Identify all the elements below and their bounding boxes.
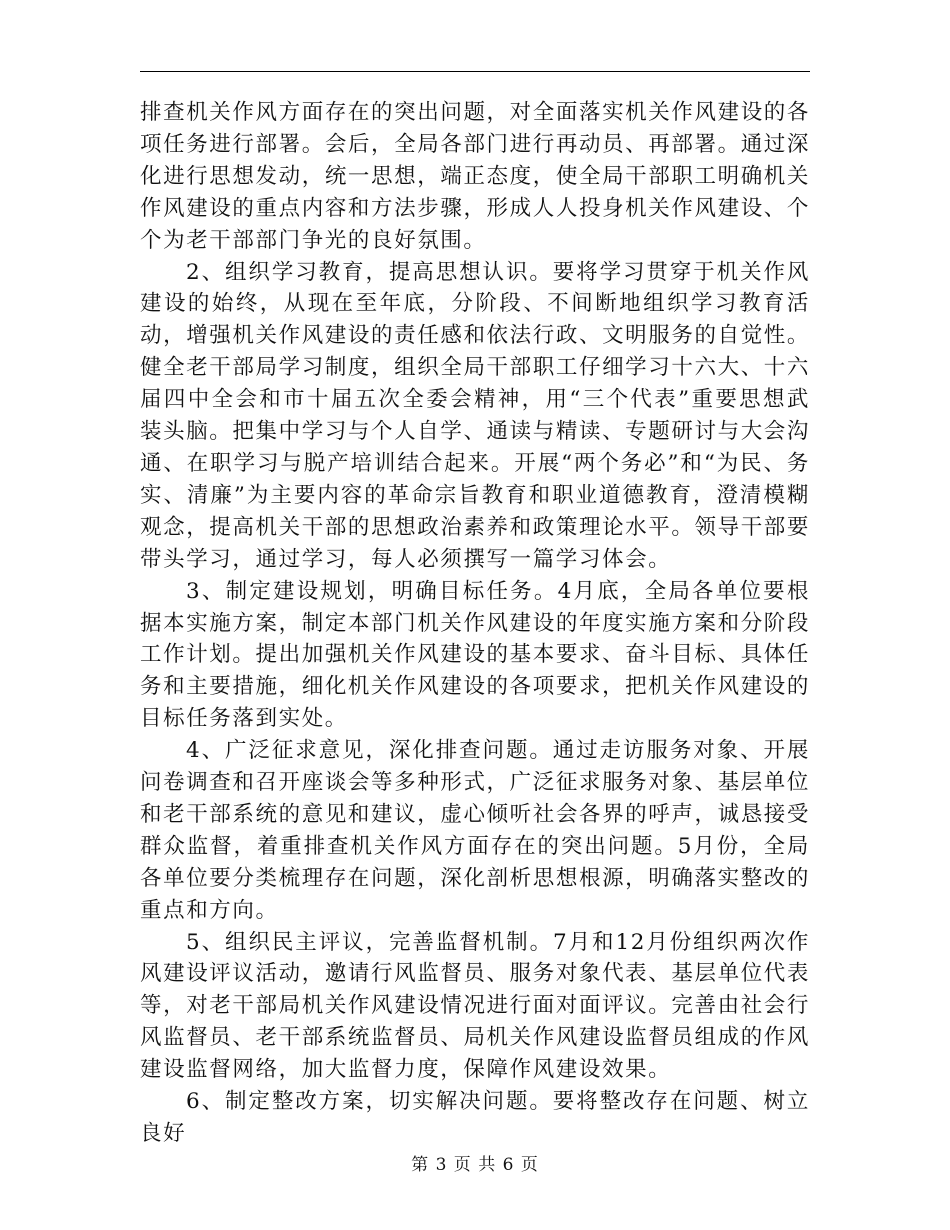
paragraph-rectification-plan: 6、制定整改方案，切实解决问题。要将整改存在问题、树立良好 [140, 1089, 810, 1146]
body-text [140, 97, 810, 1150]
header-rule [140, 71, 810, 72]
paragraph-solicit-opinions: 4、广泛征求意见，深化排查问题。通过走访服务对象、开展问卷调查和召开座谈会等多种形式，广泛征求服务对象、基层单位和老干部系统的意见和建议，虚心倾听社会各界的呼声，诚恳接受群众监督，着重排查机关作风方面存在的突出问题。5月份，全局各单位要分类梳理存在问题，深化剖析思想根源，明确落实整改的重点和方向。 [140, 738, 810, 923]
paragraph-democratic-review: 5、组织民主评议，完善监督机制。7月和12月份组织两次作风建设评议活动，邀请行风监督员、服务对象代表、基层单位代表等，对老干部局机关作风建设情况进行面对面评议。完善由社会行风监督员、老干部系统监督员、局机关作风建设监督员组成的作风建设监督网络，加大监督力度，保障作风建设效果。 [140, 929, 810, 1083]
paragraph-continuation: 排查机关作风方面存在的突出问题，对全面落实机关作风建设的各项任务进行部署。会后，全局各部门进行再动员、再部署。通过深化进行思想发动，统一思想，端正态度，使全局干部职工明确机关作风建设的重点内容和方法步骤，形成人人投身机关作风建设、个个为老干部部门争光的良好氛围。 [140, 100, 810, 253]
paragraph-construction-plan: 3、制定建设规划，明确目标任务。4月底，全局各单位要根据本实施方案，制定本部门机关作风建设的年度实施方案和分阶段工作计划。提出加强机关作风建设的基本要求、奋斗目标、具体任务和主要措施，细化机关作风建设的各项要求，把机关作风建设的目标任务落到实处。 [140, 578, 810, 732]
paragraph-study-education: 2、组织学习教育，提高思想认识。要将学习贯穿于机关作风建设的始终，从现在至年底，分阶段、不间断地组织学习教育活动，增强机关作风建设的责任感和依法行政、文明服务的自觉性。健全老干部局学习制度，组织全局干部职工仔细学习十六大、十六届四中全会和市十届五次全委会精神，用“三个代表”重要思想武装头脑。把集中学习与个人自学、通读与精读、专题研讨与大会沟通、在职学习与脱产培训结合起来。开展“两个务必”和“为民、务实、清廉”为主要内容的革命宗旨教育和职业道德教育，澄清模糊观念，提高机关干部的思想政治素养和政策理论水平。领导干部要带头学习，通过学习，每人必须撰写一篇学习体会。 [140, 259, 810, 572]
page-number-footer: 第 3 页 共 6 页 [411, 1155, 539, 1175]
